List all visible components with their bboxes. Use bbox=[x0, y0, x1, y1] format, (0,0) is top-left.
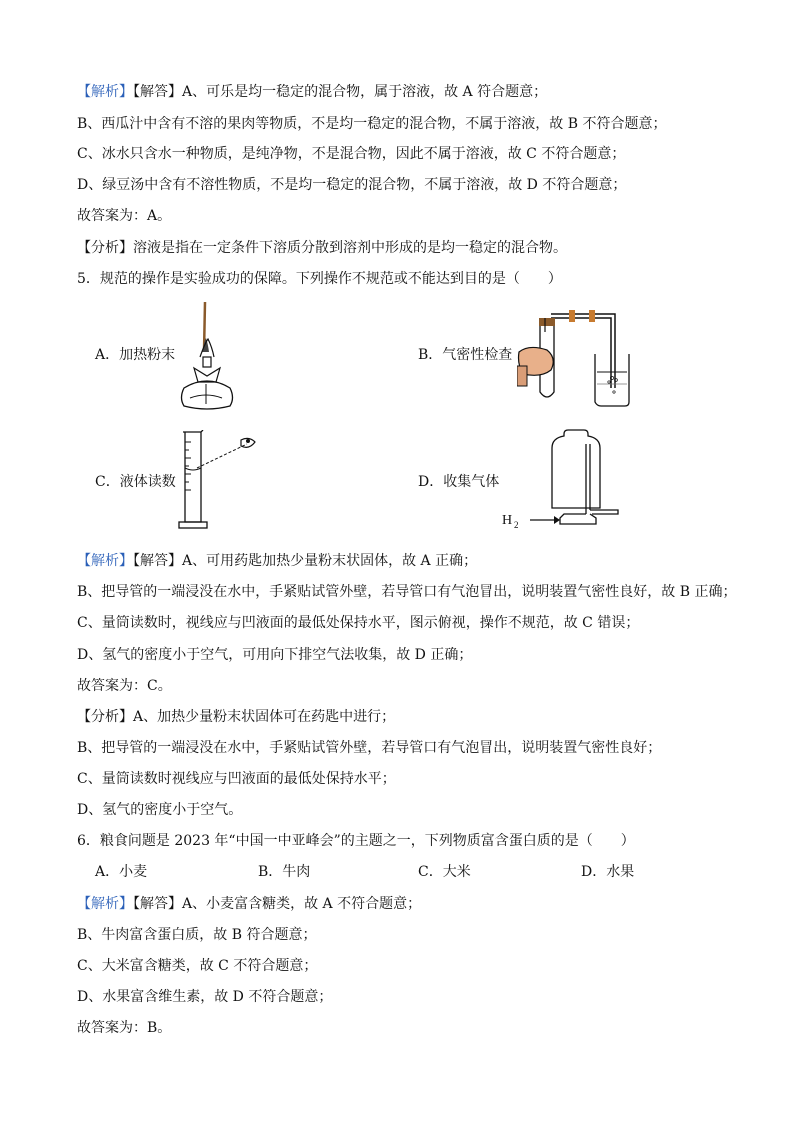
q5-fenxi-b: B、把导管的一端浸没在水中，手紧贴试管外壁，若导管口有气泡冒出，说明装置气密性良好； bbox=[77, 740, 662, 756]
q4-fenxi-text: 溶液是指在一定条件下溶质分散到溶剂中形成的是均一稳定的混合物。 bbox=[133, 240, 567, 256]
alcohol-lamp-figure bbox=[176, 302, 242, 414]
q5-fenxi-a: A、加热少量粉末状固体可在药匙中进行； bbox=[133, 709, 396, 725]
q4-analysis-d: D、绿豆汤中含有不溶性物质，不是均一稳定的混合物，不属于溶液，故 D 不符合题意； bbox=[77, 177, 627, 193]
q6-analysis-a: A、小麦富含糖类，故 A 不符合题意； bbox=[182, 896, 422, 912]
jieda-tag: 【解答】 bbox=[133, 84, 182, 100]
q6-option-a: A．小麦 bbox=[95, 864, 148, 880]
q5-fenxi-d: D、氢气的密度小于空气。 bbox=[77, 802, 243, 818]
q4-analysis-b: B、西瓜汁中含有不溶的果肉等物质，不是均一稳定的混合物，不属于溶液，故 B 不符合题意； bbox=[77, 116, 667, 132]
q5-stem: 5．规范的操作是实验成功的保障。下列操作不规范或不能达到目的是（ ） bbox=[77, 271, 562, 287]
q6-option-d: D．水果 bbox=[581, 864, 635, 880]
q4-analysis-line-1 bbox=[77, 82, 547, 102]
jieda-tag: 【解答】 bbox=[133, 553, 182, 569]
q6-option-b: B．牛肉 bbox=[258, 864, 311, 880]
q5-analysis-line-1 bbox=[77, 551, 477, 571]
h2-label: H bbox=[502, 513, 513, 528]
q6-analysis-d: D、水果富含维生素，故 D 不符合题意； bbox=[77, 989, 333, 1005]
q6-stem: 6．粮食问题是 2023 年“中国一中亚峰会”的主题之一，下列物质富含蛋白质的是（ ） bbox=[77, 833, 635, 849]
q5-analysis-b: B、把导管的一端浸没在水中，手紧贴试管外壁，若导管口有气泡冒出，说明装置气密性良好，故 B 正确； bbox=[77, 584, 737, 600]
q6-answer: 故答案为：B。 bbox=[77, 1020, 172, 1036]
q5-option-a-label: A．加热粉末 bbox=[95, 347, 176, 363]
q5-fenxi-line-1 bbox=[77, 707, 395, 727]
q5-option-d-label: D．收集气体 bbox=[418, 474, 500, 490]
h2-subscript: 2 bbox=[514, 520, 519, 530]
jiexi-tag: 【解析】 bbox=[77, 896, 133, 912]
gas-collection-figure bbox=[498, 428, 624, 536]
q5-analysis-d: D、氢气的密度小于空气，可用向下排空气法收集，故 D 正确； bbox=[77, 647, 473, 663]
q5-option-c-label: C．液体读数 bbox=[95, 474, 176, 490]
q5-answer: 故答案为：C。 bbox=[77, 678, 172, 694]
fenxi-tag: 【分析】 bbox=[77, 240, 133, 256]
jieda-tag: 【解答】 bbox=[133, 896, 182, 912]
airtightness-check-figure bbox=[517, 306, 631, 408]
q6-analysis-b: B、牛肉富含蛋白质，故 B 符合题意； bbox=[77, 927, 317, 943]
jiexi-tag: 【解析】 bbox=[77, 84, 133, 100]
jiexi-tag: 【解析】 bbox=[77, 553, 133, 569]
q4-fenxi bbox=[77, 238, 567, 258]
q4-answer: 故答案为：A。 bbox=[77, 208, 172, 224]
q4-analysis-c: C、冰水只含水一种物质，是纯净物，不是混合物，因此不属于溶液，故 C 不符合题意； bbox=[77, 146, 626, 162]
q5-analysis-a: A、可用药匙加热少量粉末状固体，故 A 正确； bbox=[182, 553, 478, 569]
q4-analysis-a: A、可乐是均一稳定的混合物，属于溶液，故 A 符合题意； bbox=[182, 84, 548, 100]
q6-analysis-line-1 bbox=[77, 894, 421, 914]
q5-option-b-label: B．气密性检查 bbox=[418, 347, 513, 363]
fenxi-tag: 【分析】 bbox=[77, 709, 133, 725]
q6-option-c: C．大米 bbox=[418, 864, 471, 880]
cylinder-reading-figure bbox=[177, 430, 261, 532]
q5-fenxi-c: C、量筒读数时视线应与凹液面的最低处保持水平； bbox=[77, 771, 396, 787]
q5-analysis-c: C、量筒读数时，视线应与凹液面的最低处保持水平，图示俯视，操作不规范，故 C 错误； bbox=[77, 615, 640, 631]
q6-analysis-c: C、大米富含糖类，故 C 不符合题意； bbox=[77, 958, 318, 974]
